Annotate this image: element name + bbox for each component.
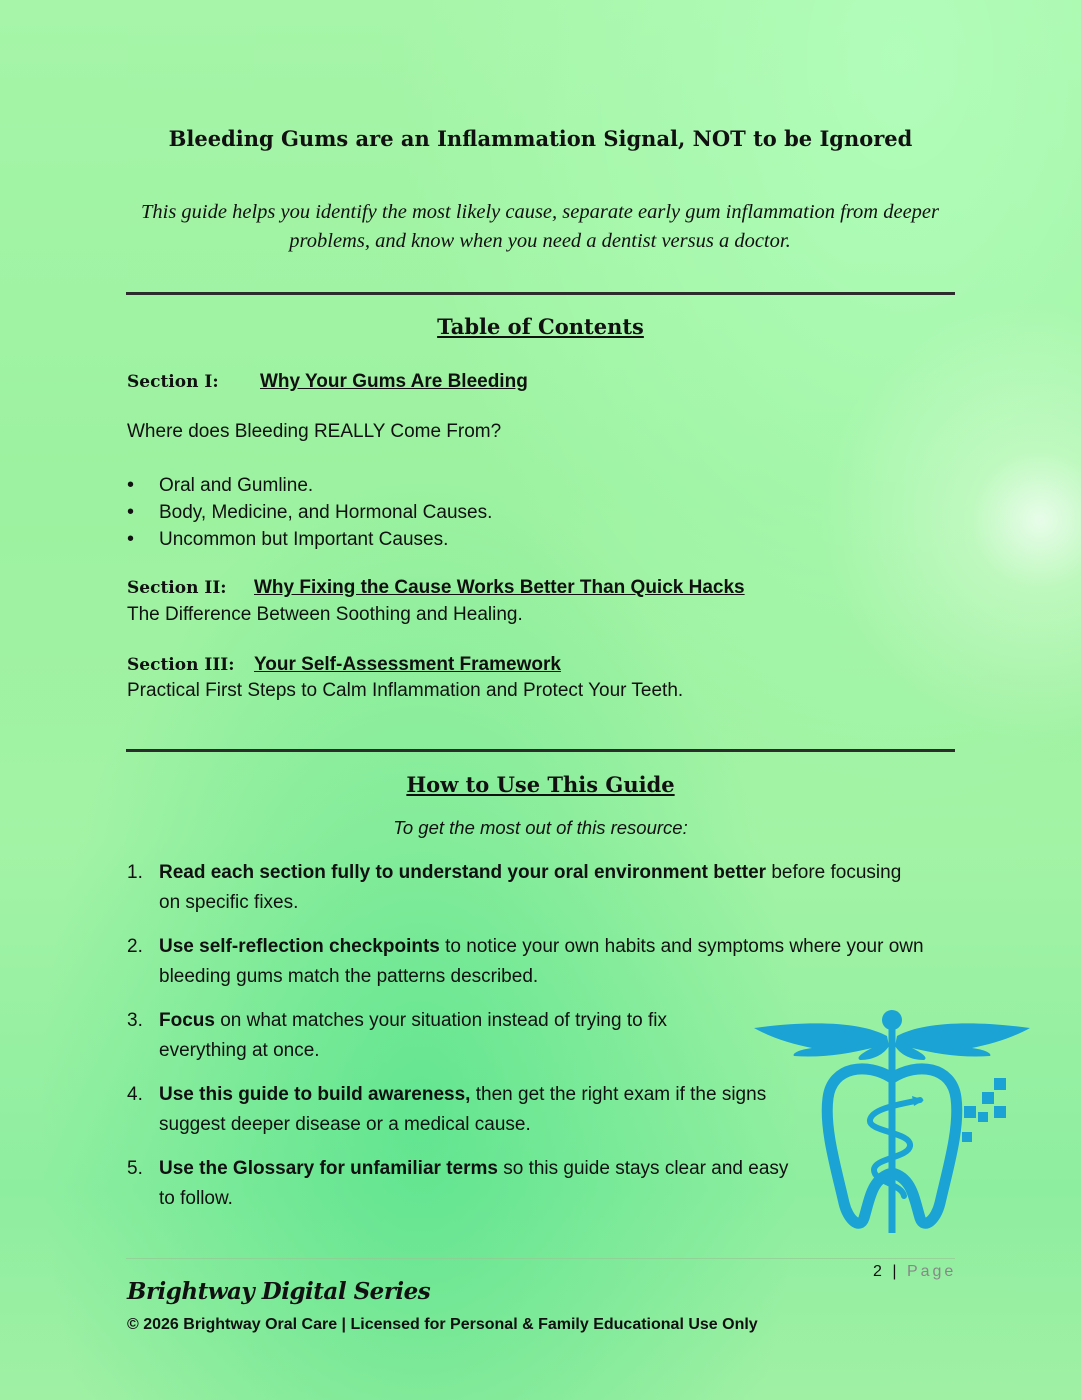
howto-heading: How to Use This Guide [406, 772, 675, 797]
toc-section-3[interactable] [127, 654, 561, 676]
page-separator: | [884, 1263, 907, 1280]
bullet-item: • Body, Medicine, and Hormonal Causes. [127, 499, 492, 526]
section-1-question: Where does Bleeding REALLY Come From? [127, 421, 502, 442]
howto-item [127, 1006, 687, 1066]
document-title: Bleeding Gums are an Inflammation Signal, NOT to be Ignored [168, 126, 913, 151]
howto-subtitle: To get the most out of this resource: [393, 817, 688, 838]
section-2-number: Section II: [127, 578, 227, 598]
section-2-title: Why Fixing the Cause Works Better Than Quick Hacks [254, 577, 745, 598]
item-text: to notice your own habits and symptoms where your own bleeding gums match the patterns described. [159, 936, 924, 987]
section-3-number: Section III: [127, 655, 235, 675]
section-1-title: Why Your Gums Are Bleeding [260, 371, 528, 392]
toc-heading: Table of Contents [437, 314, 644, 339]
divider-top [126, 292, 955, 295]
item-text: then get the right exam if the signs suggest deeper disease or a medical cause. [159, 1084, 767, 1135]
item-bold: Focus [159, 1010, 215, 1031]
item-number: 2. [127, 936, 143, 957]
item-bold: Read each section fully to understand your oral environment better [159, 862, 767, 883]
dental-caduceus-tooth-icon [752, 1008, 1032, 1238]
page-number-value: 2 [873, 1263, 885, 1280]
item-bold: Use this guide to build awareness, [159, 1084, 471, 1105]
copyright-line: © 2026 Brightway Oral Care | Licensed for Personal & Family Educational Use Only [127, 1316, 758, 1333]
divider-middle [126, 749, 955, 752]
item-number: 1. [127, 862, 143, 883]
series-signature: Brightway Digital Series [127, 1278, 431, 1305]
bullet-item: • Uncommon but Important Causes. [127, 526, 492, 553]
section-3-title: Your Self-Assessment Framework [254, 654, 561, 675]
intro-paragraph: This guide helps you identify the most likely cause, separate early gum inflammation from deeper problems, and know when you need a dentist versus a doctor. [140, 201, 940, 252]
page-number [873, 1263, 956, 1281]
bullet-item: • Oral and Gumline. [127, 472, 492, 499]
section-3-desc: Practical First Steps to Calm Inflammation and Protect Your Teeth. [127, 680, 684, 701]
page-label: Page [906, 1263, 957, 1280]
item-number: 3. [127, 1010, 143, 1031]
howto-item [127, 1080, 777, 1140]
item-number: 5. [127, 1158, 143, 1179]
section-1-number: Section I: [127, 372, 219, 392]
toc-section-1[interactable] [127, 371, 528, 393]
item-bold: Use self-reflection checkpoints [159, 936, 440, 957]
section-1-bullets [127, 472, 492, 553]
item-text: so this guide stays clear and easy to follow. [159, 1158, 789, 1209]
toc-section-2[interactable] [127, 577, 745, 599]
section-2-desc: The Difference Between Soothing and Healing. [127, 604, 523, 625]
item-bold: Use the Glossary for unfamiliar terms [159, 1158, 498, 1179]
item-number: 4. [127, 1084, 143, 1105]
item-text: before focusing on specific fixes. [159, 862, 902, 913]
howto-item [127, 858, 927, 918]
footer-divider [126, 1258, 955, 1259]
item-text: on what matches your situation instead of trying to fix everything at once. [159, 1010, 667, 1061]
howto-item [127, 932, 927, 992]
howto-item [127, 1154, 807, 1214]
